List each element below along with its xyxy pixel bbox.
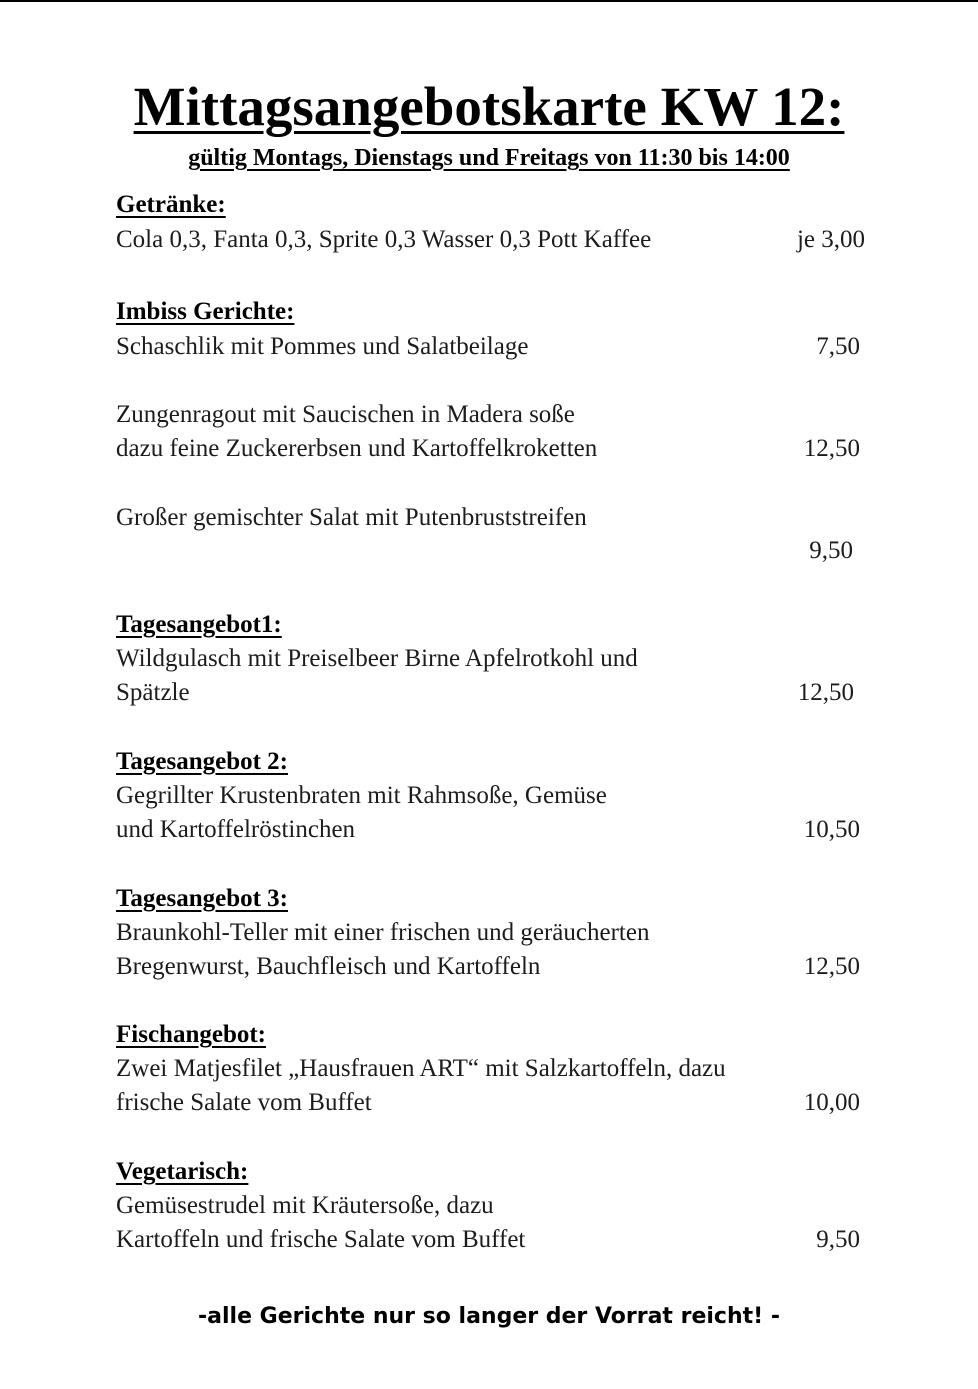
section-heading-fischangebot: Fischangebot:: [116, 1021, 266, 1048]
menu-item-line: Gemüsestrudel mit Kräutersoße, dazu: [116, 1192, 494, 1219]
menu-item-line: und Kartoffelröstinchen: [116, 816, 356, 843]
menu-item-price: 7,50: [816, 333, 860, 360]
menu-item-line: Bregenwurst, Bauchfleisch und Kartoffeln: [116, 953, 541, 980]
section-heading-imbiss: Imbiss Gerichte:: [116, 298, 295, 325]
footer-note: -alle Gerichte nur so langer der Vorrat reicht! -: [198, 1304, 780, 1329]
menu-item-line: dazu feine Zuckererbsen und Kartoffelkroketten: [116, 435, 598, 462]
section-heading-getraenke: Getränke:: [116, 191, 226, 218]
menu-item-price: 9,50: [809, 537, 853, 564]
menu-item-price: 10,50: [803, 816, 860, 843]
menu-item-price: 12,50: [803, 435, 860, 462]
menu-item-line: Großer gemischter Salat mit Putenbruststreifen: [116, 504, 587, 531]
top-border-line: [0, 0, 978, 2]
menu-item-price: 12,50: [803, 953, 860, 980]
menu-item-price: 9,50: [816, 1226, 860, 1253]
page-title: Mittagsangebotskarte KW 12:: [133, 76, 845, 137]
menu-item-line: Cola 0,3, Fanta 0,3, Sprite 0,3 Wasser 0,3 Pott Kaffee: [116, 226, 652, 253]
menu-item-price: je 3,00: [796, 226, 865, 253]
menu-item-line: Zwei Matjesfilet „Hausfrauen ART“ mit Salzkartoffeln, dazu: [116, 1055, 726, 1082]
menu-item-line: Gegrillter Krustenbraten mit Rahmsoße, Gemüse: [116, 782, 607, 809]
section-heading-tagesangebot-2: Tagesangebot 2:: [116, 748, 289, 775]
menu-item-line: Wildgulasch mit Preiselbeer Birne Apfelrotkohl und: [116, 645, 638, 672]
menu-item-line: Spätzle: [116, 679, 190, 706]
menu-item-line: frische Salate vom Buffet: [116, 1089, 372, 1116]
menu-item-line: Kartoffeln und frische Salate vom Buffet: [116, 1226, 526, 1253]
section-heading-tagesangebot-3: Tagesangebot 3:: [116, 885, 289, 912]
menu-item-price: 10,00: [803, 1089, 860, 1116]
page-subtitle: gültig Montags, Dienstags und Freitags von 11:30 bis 14:00: [188, 145, 790, 171]
menu-item-line: Schaschlik mit Pommes und Salatbeilage: [116, 333, 529, 360]
menu-item-line: Zungenragout mit Saucischen in Madera soße: [116, 401, 575, 428]
section-heading-tagesangebot-1: Tagesangebot1:: [116, 611, 282, 638]
menu-item-price: 12,50: [797, 679, 854, 706]
menu-item-line: Braunkohl-Teller mit einer frischen und geräucherten: [116, 919, 650, 946]
section-heading-vegetarisch: Vegetarisch:: [116, 1158, 249, 1185]
